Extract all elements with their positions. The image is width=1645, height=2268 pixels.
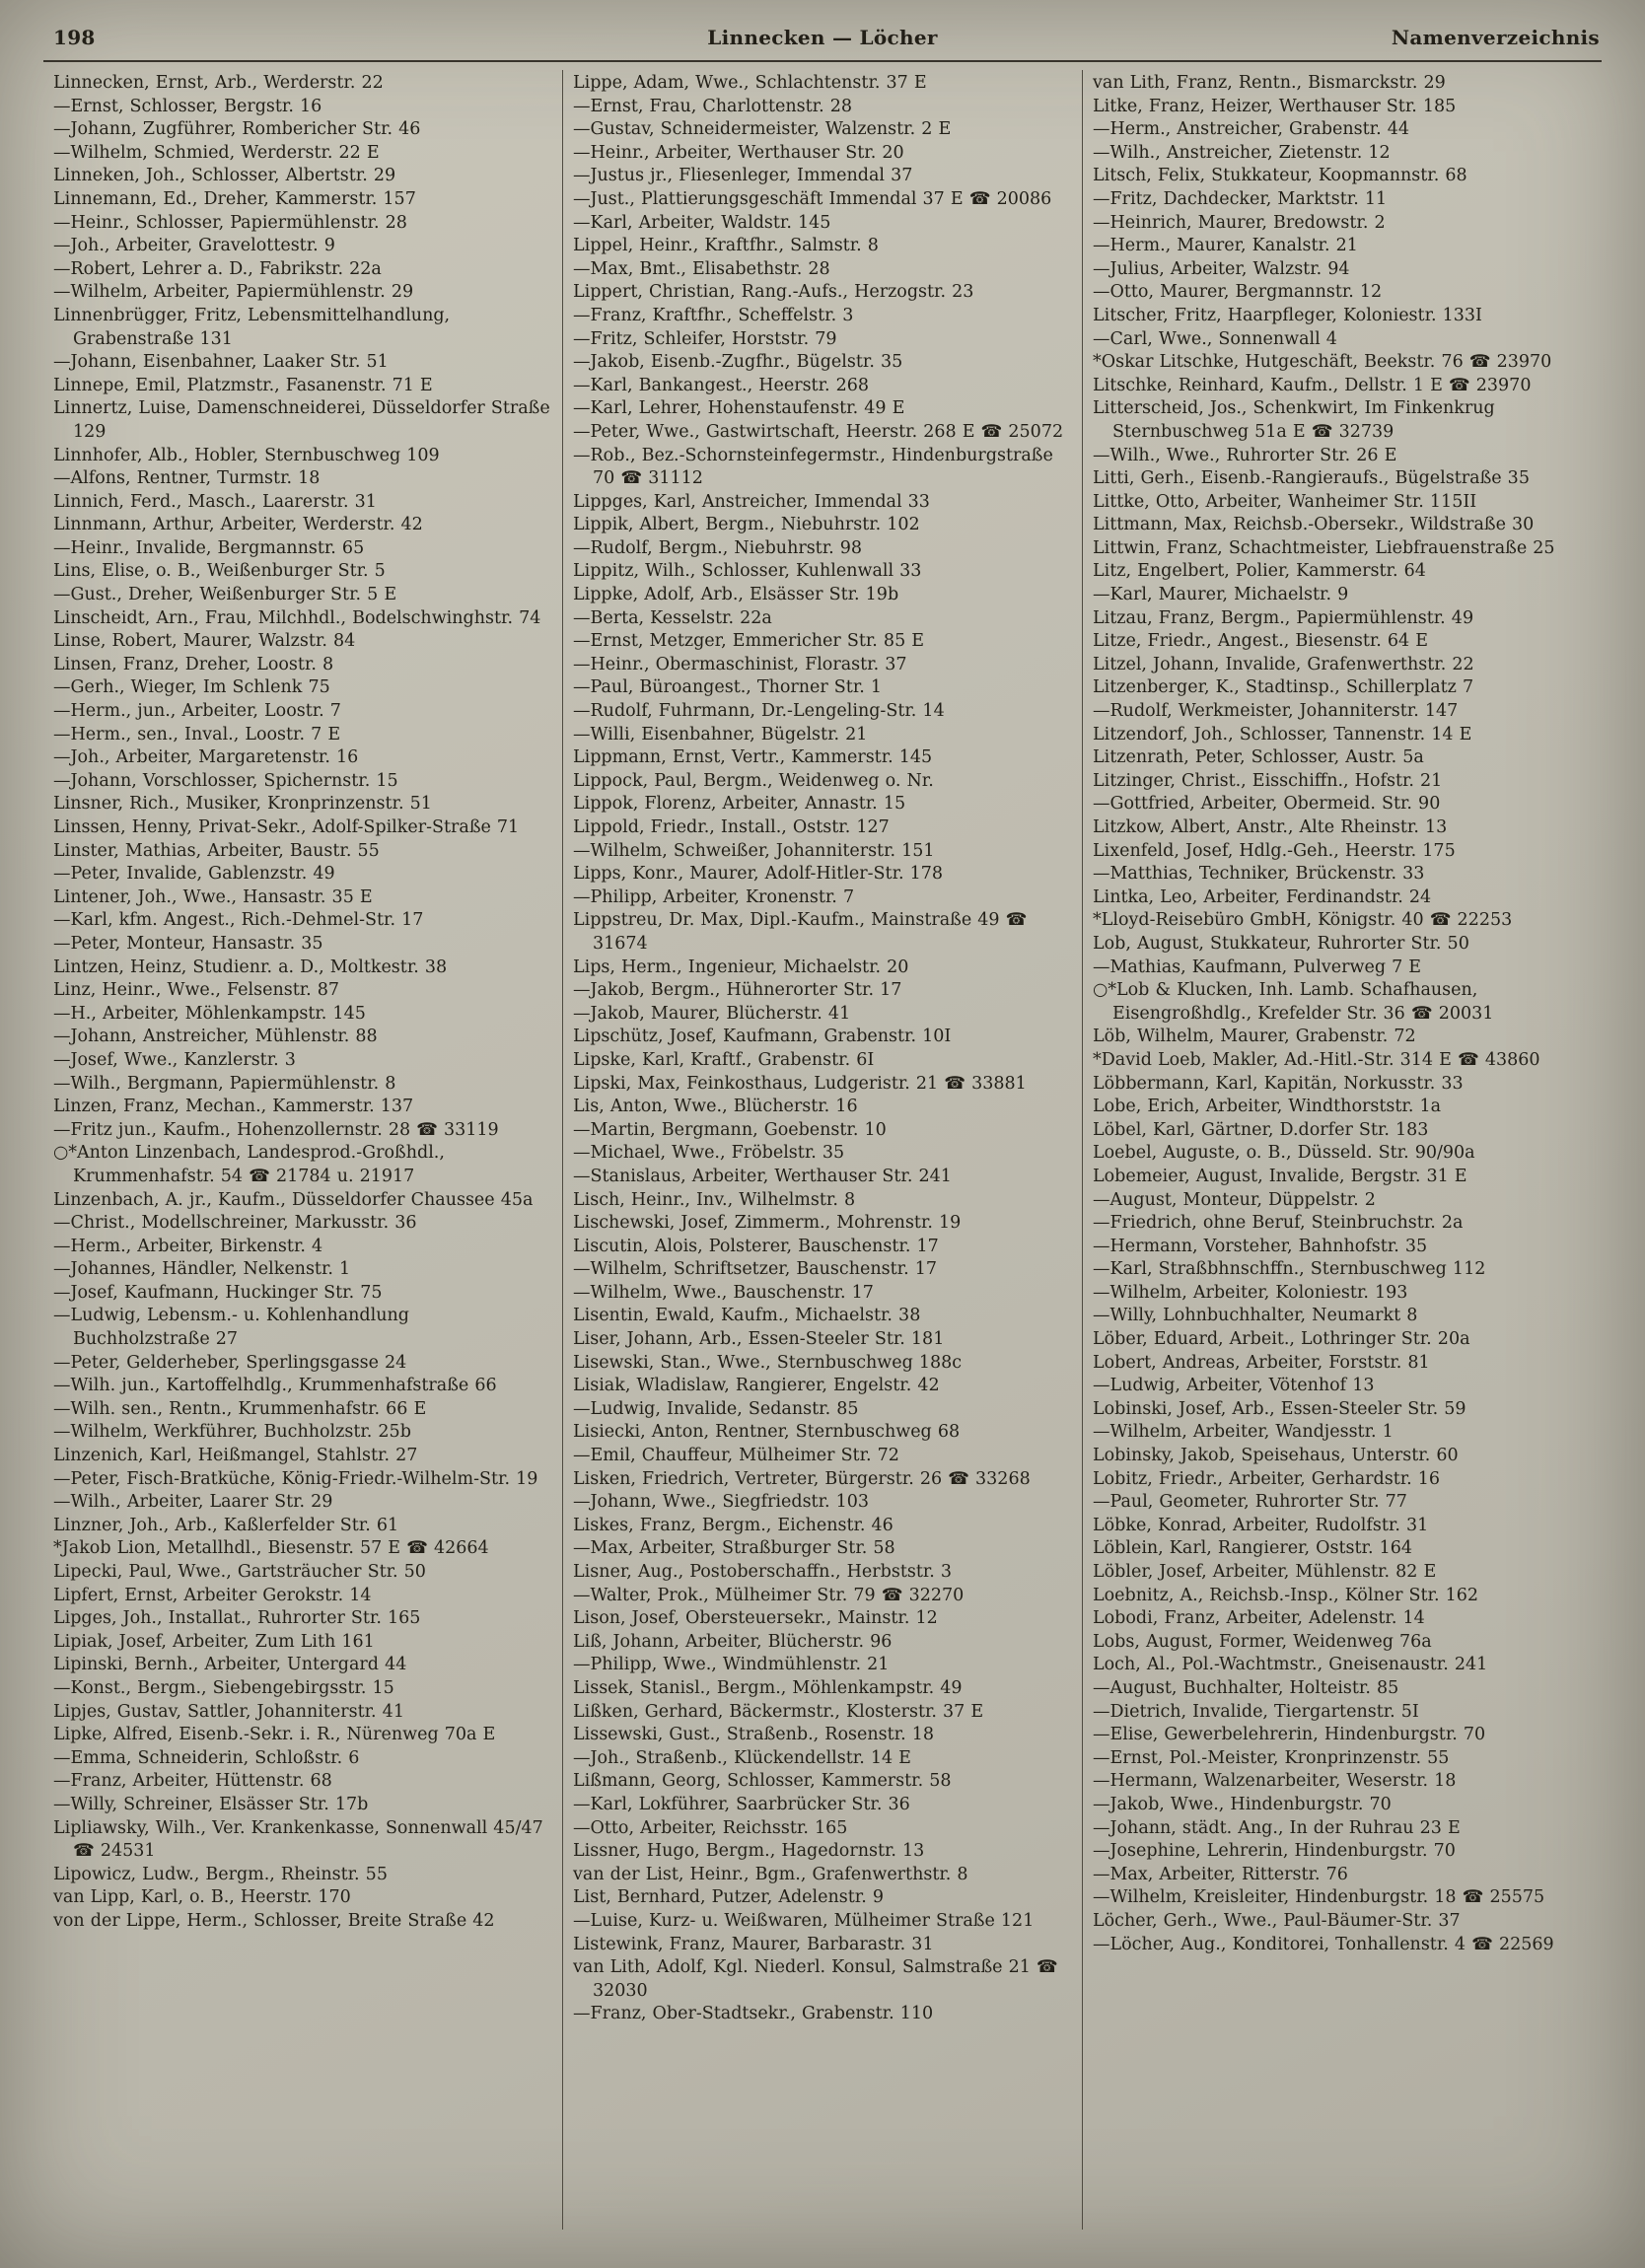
directory-entry: —Philipp, Arbeiter, Kronenstr. 7	[573, 886, 855, 907]
directory-entry: —Peter, Wwe., Gastwirtschaft, Heerstr. 268 E ☎ 25072	[573, 421, 1064, 442]
directory-entry: Litzkow, Albert, Anstr., Alte Rheinstr. 13	[1093, 817, 1448, 837]
directory-entry: —Wilhelm, Werkführer, Buchholzstr. 25b	[53, 1422, 411, 1443]
directory-entry: —Johann, Wwe., Siegfriedstr. 103	[573, 1492, 870, 1513]
directory-entry: Lins, Elise, o. B., Weißenburger Str. 5	[53, 561, 386, 582]
directory-entry: *Oskar Litschke, Hutgeschäft, Beekstr. 76 ☎ 23970	[1093, 352, 1552, 373]
directory-entry: Lipfert, Ernst, Arbeiter Gerokstr. 14	[53, 1585, 372, 1605]
directory-entry: —Philipp, Wwe., Windmühlenstr. 21	[573, 1655, 890, 1675]
directory-entry: Lippe, Adam, Wwe., Schlachtenstr. 37 E	[573, 73, 927, 93]
directory-entry: Lison, Josef, Obersteuersekr., Mainstr. 12	[573, 1608, 938, 1629]
directory-entry: —Otto, Maurer, Bergmannstr. 12	[1093, 282, 1383, 303]
directory-entry: —August, Buchhalter, Holteistr. 85	[1093, 1677, 1399, 1698]
directory-entry: Lipinski, Bernh., Arbeiter, Untergard 44	[53, 1655, 407, 1675]
directory-entry: Linnenbrügger, Fritz, Lebensmittelhandlung, Grabenstraße 131	[53, 305, 451, 349]
directory-column-1	[43, 70, 562, 2230]
directory-entry: Lobe, Erich, Arbeiter, Windthorststr. 1a	[1093, 1097, 1442, 1117]
directory-entry: Lippstreu, Dr. Max, Dipl.-Kaufm., Mainstraße 49 ☎ 31674	[573, 910, 1028, 954]
directory-entry: Lipps, Konr., Maurer, Adolf-Hitler-Str. 178	[573, 864, 944, 885]
directory-entry: Löbler, Josef, Arbeiter, Mühlenstr. 82 E	[1093, 1562, 1437, 1582]
directory-entry: —Wilhelm, Wwe., Bauschenstr. 17	[573, 1282, 874, 1303]
directory-entry: Lipecki, Paul, Wwe., Gartsträucher Str. 50	[53, 1562, 426, 1582]
directory-entry: Lobemeier, August, Invalide, Bergstr. 31 E	[1093, 1166, 1467, 1186]
directory-entry: Linnertz, Luise, Damenschneiderei, Düsseldorfer Straße 129	[53, 398, 550, 442]
directory-entry: Lipjes, Gustav, Sattler, Johanniterstr. 41	[53, 1701, 404, 1722]
directory-entry: List, Bernhard, Putzer, Adelenstr. 9	[573, 1887, 884, 1908]
directory-entry: —Löcher, Aug., Konditorei, Tonhallenstr. 4 ☎ 22569	[1093, 1934, 1554, 1954]
directory-entry: Löbel, Karl, Gärtner, D.dorfer Str. 183	[1093, 1119, 1429, 1140]
directory-entry: Littke, Otto, Arbeiter, Wanheimer Str. 115II	[1093, 491, 1477, 512]
directory-entry: Lißmann, Georg, Schlosser, Kammerstr. 58	[573, 1771, 952, 1792]
directory-entry: van Lipp, Karl, o. B., Heerstr. 170	[53, 1887, 351, 1908]
directory-entry: Lippke, Adolf, Arb., Elsässer Str. 19b	[573, 585, 899, 605]
directory-entry: —Gustav, Schneidermeister, Walzenstr. 2 E	[573, 119, 952, 140]
directory-entry: —Wilhelm, Arbeiter, Papiermühlenstr. 29	[53, 282, 414, 303]
directory-entry: van Lith, Franz, Rentn., Bismarckstr. 29	[1093, 73, 1446, 93]
directory-entry: Litti, Gerh., Eisenb.-Rangieraufs., Bügelstraße 35	[1093, 468, 1530, 489]
section-header: Namenverzeichnis	[1391, 26, 1600, 49]
directory-entry: —Johann, städt. Ang., In der Ruhrau 23 E	[1093, 1817, 1461, 1838]
directory-entry: van Lith, Adolf, Kgl. Niederl. Konsul, Salmstraße 21 ☎ 32030	[573, 1957, 1058, 2001]
directory-entry: Linssen, Henny, Privat-Sekr., Adolf-Spilker-Straße 71	[53, 817, 520, 837]
directory-entry: —Ernst, Pol.-Meister, Kronprinzenstr. 55	[1093, 1747, 1450, 1768]
directory-entry: —Max, Arbeiter, Straßburger Str. 58	[573, 1538, 895, 1559]
directory-entry: —Rudolf, Werkmeister, Johanniterstr. 147	[1093, 701, 1459, 722]
directory-entry: Litzel, Johann, Invalide, Grafenwerthstr. 22	[1093, 654, 1474, 674]
directory-entry: —Wilh. sen., Rentn., Krummenhafstr. 66 E	[53, 1398, 427, 1419]
directory-entry: Lipowicz, Ludw., Bergm., Rheinstr. 55	[53, 1864, 388, 1884]
directory-entry: Litschke, Reinhard, Kaufm., Dellstr. 1 E ☎ 23970	[1093, 375, 1532, 395]
directory-entry: —H., Arbeiter, Möhlenkampstr. 145	[53, 1003, 366, 1024]
directory-entry: Lippmann, Ernst, Vertr., Kammerstr. 145	[573, 747, 933, 768]
directory-entry: —Ernst, Schlosser, Bergstr. 16	[53, 96, 322, 116]
directory-entry: Lippock, Paul, Bergm., Weidenweg o. Nr.	[573, 770, 934, 791]
directory-entry: Litzenrath, Peter, Schlosser, Austr. 5a	[1093, 747, 1424, 768]
directory-entry: Lippitz, Wilh., Schlosser, Kuhlenwall 33	[573, 561, 922, 582]
directory-entry: —Gerh., Wieger, Im Schlenk 75	[53, 677, 330, 698]
directory-entry: Lissner, Hugo, Bergm., Hagedornstr. 13	[573, 1841, 925, 1862]
directory-entry: —Peter, Invalide, Gablenzstr. 49	[53, 864, 335, 885]
directory-entry: —Elise, Gewerbelehrerin, Hindenburgstr. 70	[1093, 1725, 1486, 1745]
directory-entry: —Franz, Arbeiter, Hüttenstr. 68	[53, 1771, 332, 1792]
directory-entry: Lisiak, Wladislaw, Rangierer, Engelstr. 42	[573, 1376, 940, 1396]
directory-entry: —Peter, Fisch-Bratküche, König-Friedr.-Wilhelm-Str. 19	[53, 1468, 538, 1489]
directory-entry: Loebnitz, A., Reichsb.-Insp., Kölner Str. 162	[1093, 1585, 1478, 1605]
directory-entry: ○*Lob & Klucken, Inh. Lamb. Schafhausen, Eisengroßhdlg., Krefelder Str. 36 ☎ 20031	[1093, 980, 1494, 1024]
directory-entry: Linscheidt, Arn., Frau, Milchhdl., Bodelschwinghstr. 74	[53, 607, 541, 628]
directory-entry: Linsen, Franz, Dreher, Loostr. 8	[53, 654, 334, 674]
directory-entry: —Joh., Arbeiter, Gravelottestr. 9	[53, 236, 335, 256]
directory-entry: —Josef, Wwe., Kanzlerstr. 3	[53, 1049, 296, 1070]
directory-entry: —Heinr., Obermaschinist, Florastr. 37	[573, 654, 907, 674]
directory-entry: Lischewski, Josef, Zimmerm., Mohrenstr. 19	[573, 1213, 962, 1234]
directory-entry: Lisken, Friedrich, Vertreter, Bürgerstr. 26 ☎ 33268	[573, 1468, 1031, 1489]
directory-entry: —Luise, Kurz- u. Weißwaren, Mülheimer Straße 121	[573, 1910, 1035, 1931]
directory-entry: —Wilhelm, Arbeiter, Koloniestr. 193	[1093, 1282, 1408, 1303]
directory-entry: Linzen, Franz, Mechan., Kammerstr. 137	[53, 1097, 414, 1117]
directory-entry: —Hermann, Vorsteher, Bahnhofstr. 35	[1093, 1236, 1428, 1256]
directory-entry: Litscher, Fritz, Haarpfleger, Koloniestr. 133I	[1093, 305, 1482, 325]
directory-entry: —Jakob, Eisenb.-Zugfhr., Bügelstr. 35	[573, 352, 903, 373]
directory-columns	[43, 70, 1602, 2230]
directory-entry: —Jakob, Wwe., Hindenburgstr. 70	[1093, 1794, 1392, 1814]
directory-entry: —Heinrich, Maurer, Bredowstr. 2	[1093, 212, 1386, 233]
directory-entry: —Wilh., Anstreicher, Zietenstr. 12	[1093, 142, 1391, 163]
directory-entry: —Berta, Kesselstr. 22a	[573, 607, 772, 628]
directory-entry: —Wilhelm, Arbeiter, Wandjesstr. 1	[1093, 1422, 1394, 1443]
directory-entry: —Johann, Zugführer, Rombericher Str. 46	[53, 119, 421, 140]
directory-entry: Löcher, Gerh., Wwe., Paul-Bäumer-Str. 37	[1093, 1910, 1461, 1931]
directory-entry: —Martin, Bergmann, Goebenstr. 10	[573, 1119, 887, 1140]
directory-entry: —Ludwig, Lebensm.- u. Kohlenhandlung Buchholzstraße 27	[53, 1306, 409, 1350]
directory-entry: —Fritz jun., Kaufm., Hohenzollernstr. 28 ☎ 33119	[53, 1119, 499, 1140]
directory-entry: Linzenich, Karl, Heißmangel, Stahlstr. 27	[53, 1446, 418, 1466]
directory-entry: Liß, Johann, Arbeiter, Blücherstr. 96	[573, 1631, 893, 1652]
directory-entry: —Wilh., Wwe., Ruhrorter Str. 26 E	[1093, 445, 1397, 465]
directory-entry: Litz, Engelbert, Polier, Kammerstr. 64	[1093, 561, 1426, 582]
directory-entry: Lisewski, Stan., Wwe., Sternbuschweg 188c	[573, 1352, 963, 1373]
directory-entry: —Gust., Dreher, Weißenburger Str. 5 E	[53, 585, 397, 605]
directory-entry: van der List, Heinr., Bgm., Grafenwerthstr. 8	[573, 1864, 968, 1884]
directory-entry: —Emma, Schneiderin, Schloßstr. 6	[53, 1747, 360, 1768]
directory-entry: Lissek, Stanisl., Bergm., Möhlenkampstr. 49	[573, 1677, 963, 1698]
directory-entry: Litze, Friedr., Angest., Biesenstr. 64 E	[1093, 631, 1429, 652]
directory-entry: —Rudolf, Fuhrmann, Dr.-Lengeling-Str. 14	[573, 701, 945, 722]
directory-entry: *Lloyd-Reisebüro GmbH, Königstr. 40 ☎ 22253	[1093, 910, 1513, 931]
directory-entry: —Paul, Geometer, Ruhrorter Str. 77	[1093, 1492, 1407, 1513]
directory-entry: Linnmann, Arthur, Arbeiter, Werderstr. 42	[53, 515, 423, 535]
directory-entry: —Heinr., Schlosser, Papiermühlenstr. 28	[53, 212, 407, 233]
directory-entry: —Johann, Vorschlosser, Spichernstr. 15	[53, 770, 398, 791]
directory-entry: —Carl, Wwe., Sonnenwall 4	[1093, 328, 1337, 349]
directory-entry: —Franz, Kraftfhr., Scheffelstr. 3	[573, 305, 854, 325]
directory-entry: Lipliawsky, Wilh., Ver. Krankenkasse, Sonnenwall 45/47 ☎ 24531	[53, 1817, 543, 1862]
directory-entry: Listewink, Franz, Maurer, Barbarastr. 31	[573, 1934, 934, 1954]
directory-entry: —Wilhelm, Schriftsetzer, Bauschenstr. 17	[573, 1259, 937, 1280]
directory-entry: Linz, Heinr., Wwe., Felsenstr. 87	[53, 980, 340, 1001]
directory-entry: Löber, Eduard, Arbeit., Lothringer Str. 20a	[1093, 1329, 1470, 1350]
directory-entry: —Josef, Kaufmann, Huckinger Str. 75	[53, 1282, 383, 1303]
directory-entry: Linzner, Joh., Arb., Kaßlerfelder Str. 61	[53, 1515, 399, 1535]
directory-entry: Lisiecki, Anton, Rentner, Sternbuschweg 68	[573, 1422, 961, 1443]
directory-entry: —Herm., sen., Inval., Loostr. 7 E	[53, 724, 341, 744]
directory-entry: —Wilh. jun., Kartoffelhdlg., Krummenhafstraße 66	[53, 1376, 497, 1396]
directory-entry: Loebel, Auguste, o. B., Düsseld. Str. 90/90a	[1093, 1143, 1475, 1164]
directory-entry: Litterscheid, Jos., Schenkwirt, Im Finkenkrug Sternbuschweg 51a E ☎ 32739	[1093, 398, 1495, 442]
directory-entry: —Fritz, Schleifer, Horststr. 79	[573, 328, 837, 349]
directory-entry: —Ernst, Metzger, Emmericher Str. 85 E	[573, 631, 925, 652]
directory-entry: —Rob., Bez.-Schornsteinfegermstr., Hindenburgstraße 70 ☎ 31112	[573, 445, 1053, 489]
directory-entry: Loch, Al., Pol.-Wachtmstr., Gneisenaustr. 241	[1093, 1655, 1488, 1675]
directory-entry: —Heinr., Invalide, Bergmannstr. 65	[53, 537, 365, 558]
directory-entry: Liskes, Franz, Bergm., Eichenstr. 46	[573, 1515, 894, 1535]
directory-entry: Lips, Herm., Ingenieur, Michaelstr. 20	[573, 957, 909, 977]
directory-entry: Litsch, Felix, Stukkateur, Koopmannstr. 68	[1093, 166, 1467, 186]
directory-entry: Littwin, Franz, Schachtmeister, Liebfrauenstraße 25	[1093, 537, 1555, 558]
directory-entry: Lipske, Karl, Kraftf., Grabenstr. 6I	[573, 1049, 875, 1070]
directory-entry: —Paul, Büroangest., Thorner Str. 1	[573, 677, 883, 698]
directory-entry: —Josephine, Lehrerin, Hindenburgstr. 70	[1093, 1841, 1456, 1862]
directory-entry: —Ludwig, Arbeiter, Vötenhof 13	[1093, 1376, 1375, 1396]
directory-entry: *David Loeb, Makler, Ad.-Hitl.-Str. 314 E ☎ 43860	[1093, 1049, 1540, 1070]
directory-entry: —Johann, Eisenbahner, Laaker Str. 51	[53, 352, 389, 373]
directory-entry: —Franz, Ober-Stadtsekr., Grabenstr. 110	[573, 2004, 934, 2024]
directory-entry: *Jakob Lion, Metallhdl., Biesenstr. 57 E ☎ 42664	[53, 1538, 489, 1559]
directory-entry: Linse, Robert, Maurer, Walzstr. 84	[53, 631, 356, 652]
directory-entry: Lisentin, Ewald, Kaufm., Michaelstr. 38	[573, 1306, 921, 1326]
directory-entry: —Johannes, Händler, Nelkenstr. 1	[53, 1259, 351, 1280]
directory-entry: —Joh., Straßenb., Klückendellstr. 14 E	[573, 1747, 911, 1768]
directory-entry: Lob, August, Stukkateur, Ruhrorter Str. 50	[1093, 933, 1469, 954]
directory-entry: —Otto, Arbeiter, Reichsstr. 165	[573, 1817, 848, 1838]
directory-column-3	[1082, 70, 1602, 2230]
directory-entry: —Willy, Schreiner, Elsässer Str. 17b	[53, 1794, 369, 1814]
directory-entry: —Michael, Wwe., Fröbelstr. 35	[573, 1143, 845, 1164]
directory-entry: Lobinsky, Jakob, Speisehaus, Unterstr. 60	[1093, 1446, 1459, 1466]
directory-entry: Löblein, Karl, Rangierer, Oststr. 164	[1093, 1538, 1412, 1559]
directory-entry: —Wilh., Bergmann, Papiermühlenstr. 8	[53, 1073, 396, 1094]
directory-entry: Litke, Franz, Heizer, Werthauser Str. 185	[1093, 96, 1457, 116]
directory-entry: —Karl, kfm. Angest., Rich.-Dehmel-Str. 17	[53, 910, 424, 931]
directory-entry: Litzinger, Christ., Eisschiffn., Hofstr. 21	[1093, 770, 1443, 791]
directory-entry: —Jakob, Maurer, Blücherstr. 41	[573, 1003, 851, 1024]
directory-entry: —Konst., Bergm., Siebengebirgsstr. 15	[53, 1677, 394, 1698]
directory-entry: Lipges, Joh., Installat., Ruhrorter Str. 165	[53, 1608, 421, 1629]
directory-entry: —Herm., Arbeiter, Birkenstr. 4	[53, 1236, 323, 1256]
directory-entry: —Friedrich, ohne Beruf, Steinbruchstr. 2a	[1093, 1213, 1464, 1234]
directory-entry: —Wilhelm, Kreisleiter, Hindenburgstr. 18 ☎ 25575	[1093, 1887, 1545, 1908]
directory-entry: —Heinr., Arbeiter, Werthauser Str. 20	[573, 142, 904, 163]
directory-entry: Lisner, Aug., Postoberschaffn., Herbststr. 3	[573, 1562, 953, 1582]
directory-entry: Löbke, Konrad, Arbeiter, Rudolfstr. 31	[1093, 1515, 1429, 1535]
directory-entry: —Gottfried, Arbeiter, Obermeid. Str. 90	[1093, 794, 1441, 815]
directory-entry: Lobert, Andreas, Arbeiter, Forststr. 81	[1093, 1352, 1430, 1373]
directory-entry: —Karl, Maurer, Michaelstr. 9	[1093, 585, 1349, 605]
directory-entry: Litzendorf, Joh., Schlosser, Tannenstr. 14 E	[1093, 724, 1472, 744]
directory-entry: Lis, Anton, Wwe., Blücherstr. 16	[573, 1097, 858, 1117]
directory-entry: —Joh., Arbeiter, Margaretenstr. 16	[53, 747, 359, 768]
directory-entry: —Justus jr., Fliesenleger, Immendal 37	[573, 166, 913, 186]
directory-entry: —Max, Arbeiter, Ritterstr. 76	[1093, 1864, 1348, 1884]
directory-entry: —Herm., Maurer, Kanalstr. 21	[1093, 236, 1358, 256]
directory-entry: —Emil, Chauffeur, Mülheimer Str. 72	[573, 1446, 899, 1466]
directory-entry: —August, Monteur, Düppelstr. 2	[1093, 1189, 1376, 1210]
directory-entry: —Peter, Gelderheber, Sperlingsgasse 24	[53, 1352, 407, 1373]
directory-entry: Lißken, Gerhard, Bäckermstr., Klosterstr. 37 E	[573, 1701, 984, 1722]
directory-entry: Lintzen, Heinz, Studienr. a. D., Moltkestr. 38	[53, 957, 448, 977]
directory-entry: Linzenbach, A. jr., Kaufm., Düsseldorfer Chaussee 45a	[53, 1189, 534, 1210]
directory-entry: Lobitz, Friedr., Arbeiter, Gerhardstr. 16	[1093, 1468, 1441, 1489]
directory-entry: Lobodi, Franz, Arbeiter, Adelenstr. 14	[1093, 1608, 1425, 1629]
directory-entry: Lobs, August, Former, Weidenweg 76a	[1093, 1631, 1432, 1652]
directory-entry: Lippert, Christian, Rang.-Aufs., Herzogstr. 23	[573, 282, 974, 303]
directory-entry: —Christ., Modellschreiner, Markusstr. 36	[53, 1213, 417, 1234]
directory-entry: —Karl, Straßbhnschffn., Sternbuschweg 112	[1093, 1259, 1486, 1280]
directory-entry: —Karl, Lehrer, Hohenstaufenstr. 49 E	[573, 398, 905, 419]
directory-entry: —Johann, Anstreicher, Mühlenstr. 88	[53, 1027, 378, 1047]
directory-entry: Lintener, Joh., Wwe., Hansastr. 35 E	[53, 886, 373, 907]
directory-entry: —Mathias, Kaufmann, Pulverweg 7 E	[1093, 957, 1422, 977]
directory-entry: Lissewski, Gust., Straßenb., Rosenstr. 18	[573, 1725, 934, 1745]
directory-entry: Linnich, Ferd., Masch., Laarerstr. 31	[53, 491, 377, 512]
directory-entry: —Herm., jun., Arbeiter, Loostr. 7	[53, 701, 341, 722]
directory-entry: Litzenberger, K., Stadtinsp., Schillerplatz 7	[1093, 677, 1474, 698]
directory-entry: —Fritz, Dachdecker, Marktstr. 11	[1093, 188, 1388, 209]
directory-entry: Linster, Mathias, Arbeiter, Baustr. 55	[53, 840, 380, 861]
directory-entry: —Karl, Lokführer, Saarbrücker Str. 36	[573, 1794, 910, 1814]
directory-entry: Lipschütz, Josef, Kaufmann, Grabenstr. 10I	[573, 1027, 952, 1047]
directory-entry: —Dietrich, Invalide, Tiergartenstr. 5I	[1093, 1701, 1419, 1722]
page-number: 198	[53, 26, 96, 49]
directory-entry: —Wilhelm, Schweißer, Johanniterstr. 151	[573, 840, 935, 861]
directory-entry: —Karl, Bankangest., Heerstr. 268	[573, 375, 870, 395]
directory-entry: —Julius, Arbeiter, Walzstr. 94	[1093, 258, 1350, 279]
directory-entry: —Peter, Monteur, Hansastr. 35	[53, 933, 323, 954]
directory-entry: Lippges, Karl, Anstreicher, Immendal 33	[573, 491, 930, 512]
directory-entry: Löb, Wilhelm, Maurer, Grabenstr. 72	[1093, 1027, 1416, 1047]
directory-entry: Liser, Johann, Arb., Essen-Steeler Str. 181	[573, 1329, 945, 1350]
directory-entry: Linnecken, Ernst, Arb., Werderstr. 22	[53, 73, 384, 93]
directory-entry: Linneken, Joh., Schlosser, Albertstr. 29	[53, 166, 396, 186]
directory-entry: Lipski, Max, Feinkosthaus, Ludgeristr. 21 ☎ 33881	[573, 1073, 1027, 1094]
directory-entry: —Robert, Lehrer a. D., Fabrikstr. 22a	[53, 258, 382, 279]
directory-entry: Lintka, Leo, Arbeiter, Ferdinandstr. 24	[1093, 886, 1432, 907]
directory-entry: Lipke, Alfred, Eisenb.-Sekr. i. R., Nürenweg 70a E	[53, 1725, 496, 1745]
directory-entry: —Ludwig, Invalide, Sedanstr. 85	[573, 1398, 859, 1419]
page-header	[43, 26, 1602, 55]
directory-entry: —Ernst, Frau, Charlottenstr. 28	[573, 96, 853, 116]
directory-entry: Lippik, Albert, Bergm., Niebuhrstr. 102	[573, 515, 920, 535]
directory-entry: Lippel, Heinr., Kraftfhr., Salmstr. 8	[573, 236, 879, 256]
directory-entry: —Jakob, Bergm., Hühnerorter Str. 17	[573, 980, 902, 1001]
directory-entry: —Wilh., Arbeiter, Laarer Str. 29	[53, 1492, 333, 1513]
directory-entry: —Max, Bmt., Elisabethstr. 28	[573, 258, 830, 279]
directory-entry: —Alfons, Rentner, Turmstr. 18	[53, 468, 321, 489]
directory-entry: —Karl, Arbeiter, Waldstr. 145	[573, 212, 831, 233]
directory-entry: Lobinski, Josef, Arb., Essen-Steeler Str. 59	[1093, 1398, 1466, 1419]
directory-entry: Lisch, Heinr., Inv., Wilhelmstr. 8	[573, 1189, 856, 1210]
directory-entry: —Walter, Prok., Mülheimer Str. 79 ☎ 32270	[573, 1585, 965, 1605]
header-rule	[43, 60, 1602, 62]
directory-entry: Liscutin, Alois, Polsterer, Bauschenstr. 17	[573, 1236, 939, 1256]
directory-entry: Linsner, Rich., Musiker, Kronprinzenstr. 51	[53, 794, 432, 815]
directory-entry: Linnhofer, Alb., Hobler, Sternbuschweg 109	[53, 445, 440, 465]
directory-entry: —Hermann, Walzenarbeiter, Weserstr. 18	[1093, 1771, 1457, 1792]
page-title: Linnecken — Löcher	[707, 26, 938, 49]
directory-entry: Littmann, Max, Reichsb.-Obersekr., Wildstraße 30	[1093, 515, 1535, 535]
directory-entry: —Rudolf, Bergm., Niebuhrstr. 98	[573, 537, 863, 558]
directory-entry: Lipiak, Josef, Arbeiter, Zum Lith 161	[53, 1631, 375, 1652]
directory-entry: Lippold, Friedr., Install., Oststr. 127	[573, 817, 890, 837]
directory-entry: ○*Anton Linzenbach, Landesprod.-Großhdl., Krummenhafstr. 54 ☎ 21784 u. 21917	[53, 1143, 445, 1186]
directory-entry: —Willi, Eisenbahner, Bügelstr. 21	[573, 724, 868, 744]
directory-entry: —Just., Plattierungsgeschäft Immendal 37 E ☎ 20086	[573, 188, 1052, 209]
directory-entry: —Matthias, Techniker, Brückenstr. 33	[1093, 864, 1425, 885]
directory-entry: Löbbermann, Karl, Kapitän, Norkusstr. 33	[1093, 1073, 1464, 1094]
directory-entry: Linnepe, Emil, Platzmstr., Fasanenstr. 71 E	[53, 375, 433, 395]
directory-entry: —Herm., Anstreicher, Grabenstr. 44	[1093, 119, 1409, 140]
directory-entry: —Willy, Lohnbuchhalter, Neumarkt 8	[1093, 1306, 1418, 1326]
directory-column-2	[562, 70, 1082, 2230]
directory-entry: Litzau, Franz, Bergm., Papiermühlenstr. 49	[1093, 607, 1474, 628]
directory-entry: Linnemann, Ed., Dreher, Kammerstr. 157	[53, 188, 416, 209]
directory-entry: Lippok, Florenz, Arbeiter, Annastr. 15	[573, 794, 906, 815]
directory-entry: —Wilhelm, Schmied, Werderstr. 22 E	[53, 142, 380, 163]
directory-entry: Lixenfeld, Josef, Hdlg.-Geh., Heerstr. 175	[1093, 840, 1456, 861]
directory-entry: —Stanislaus, Arbeiter, Werthauser Str. 241	[573, 1166, 952, 1186]
directory-entry: von der Lippe, Herm., Schlosser, Breite Straße 42	[53, 1910, 495, 1931]
